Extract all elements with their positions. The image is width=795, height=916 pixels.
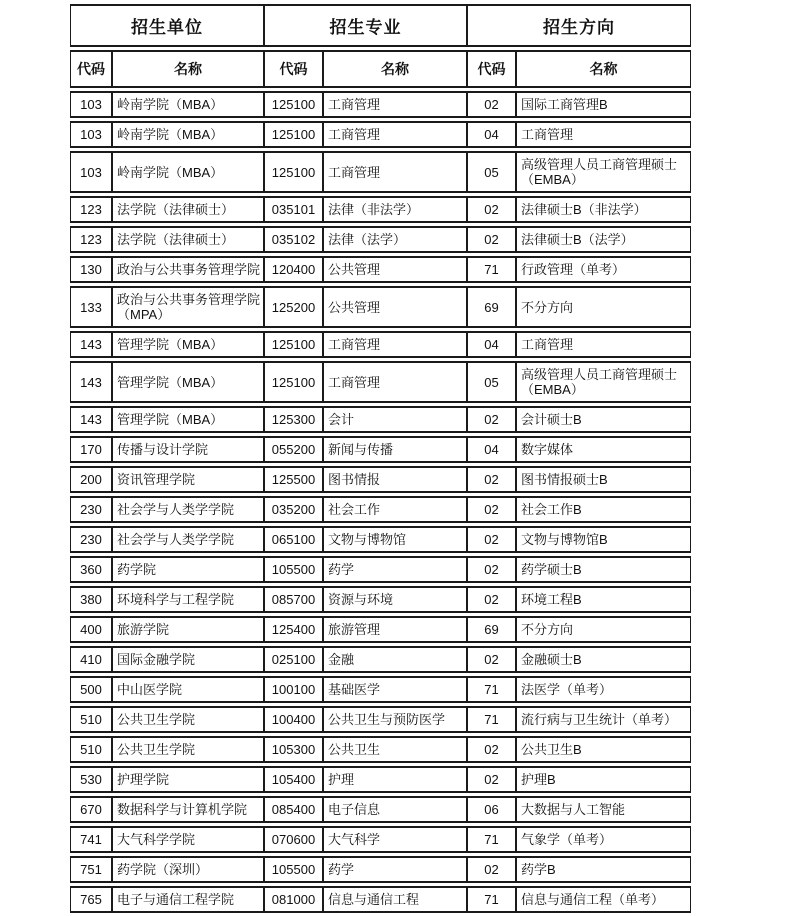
direction-name-cell: 国际工商管理B [516, 91, 691, 118]
direction-code-cell: 71 [467, 706, 516, 733]
unit-code-cell: 400 [70, 616, 112, 643]
direction-name-cell: 护理B [516, 766, 691, 793]
unit-code-cell: 500 [70, 676, 112, 703]
subheader-unit-name: 名称 [112, 50, 264, 88]
major-code-cell: 055200 [264, 436, 323, 463]
major-code-cell: 081000 [264, 886, 323, 913]
direction-name-cell: 行政管理（单考） [516, 256, 691, 283]
unit-name-cell: 公共卫生学院 [112, 706, 264, 733]
subheader-unit-code: 代码 [70, 50, 112, 88]
unit-code-cell: 380 [70, 586, 112, 613]
major-code-cell: 125400 [264, 616, 323, 643]
major-code-cell: 125100 [264, 91, 323, 118]
unit-code-cell: 143 [70, 361, 112, 403]
major-name-cell: 会计 [323, 406, 467, 433]
unit-code-cell: 130 [70, 256, 112, 283]
unit-name-cell: 法学院（法律硕士） [112, 226, 264, 253]
direction-code-cell: 69 [467, 286, 516, 328]
direction-name-cell: 图书情报硕士B [516, 466, 691, 493]
major-name-cell: 图书情报 [323, 466, 467, 493]
table-row [70, 121, 691, 148]
table-row [70, 556, 691, 583]
major-code-cell: 105500 [264, 556, 323, 583]
direction-code-cell: 02 [467, 526, 516, 553]
direction-code-cell: 04 [467, 121, 516, 148]
unit-name-cell: 社会学与人类学学院 [112, 496, 264, 523]
major-name-cell: 基础医学 [323, 676, 467, 703]
direction-name-cell: 气象学（单考） [516, 826, 691, 853]
direction-name-cell: 药学硕士B [516, 556, 691, 583]
direction-name-cell: 流行病与卫生统计（单考） [516, 706, 691, 733]
direction-code-cell: 02 [467, 196, 516, 223]
direction-code-cell: 02 [467, 646, 516, 673]
subheader-major-code: 代码 [264, 50, 323, 88]
major-code-cell: 125100 [264, 121, 323, 148]
major-code-cell: 105300 [264, 736, 323, 763]
major-name-cell: 公共卫生与预防医学 [323, 706, 467, 733]
unit-name-cell: 岭南学院（MBA） [112, 151, 264, 193]
major-name-cell: 公共管理 [323, 256, 467, 283]
direction-name-cell: 数字媒体 [516, 436, 691, 463]
major-code-cell: 035102 [264, 226, 323, 253]
major-code-cell: 100400 [264, 706, 323, 733]
direction-code-cell: 02 [467, 586, 516, 613]
major-code-cell: 105400 [264, 766, 323, 793]
table-row [70, 826, 691, 853]
unit-name-cell: 旅游学院 [112, 616, 264, 643]
table-row [70, 361, 691, 403]
major-code-cell: 085700 [264, 586, 323, 613]
table-row [70, 466, 691, 493]
major-name-cell: 法律（非法学） [323, 196, 467, 223]
direction-name-cell: 金融硕士B [516, 646, 691, 673]
direction-name-cell: 公共卫生B [516, 736, 691, 763]
unit-name-cell: 岭南学院（MBA） [112, 91, 264, 118]
direction-name-cell: 法律硕士B（非法学） [516, 196, 691, 223]
subheader-direction-name: 名称 [516, 50, 691, 88]
major-name-cell: 法律（法学） [323, 226, 467, 253]
unit-code-cell: 230 [70, 526, 112, 553]
unit-name-cell: 政治与公共事务管理学院 [112, 256, 264, 283]
direction-code-cell: 02 [467, 766, 516, 793]
unit-code-cell: 103 [70, 121, 112, 148]
direction-code-cell: 02 [467, 91, 516, 118]
unit-code-cell: 510 [70, 706, 112, 733]
direction-name-cell: 高级管理人员工商管理硕士（EMBA） [516, 151, 691, 193]
major-name-cell: 资源与环境 [323, 586, 467, 613]
unit-name-cell: 数据科学与计算机学院 [112, 796, 264, 823]
table-row [70, 646, 691, 673]
table-row [70, 676, 691, 703]
major-name-cell: 护理 [323, 766, 467, 793]
unit-code-cell: 751 [70, 856, 112, 883]
direction-name-cell: 社会工作B [516, 496, 691, 523]
unit-name-cell: 管理学院（MBA） [112, 361, 264, 403]
unit-code-cell: 200 [70, 466, 112, 493]
table-row [70, 736, 691, 763]
direction-name-cell: 信息与通信工程（单考） [516, 886, 691, 913]
major-code-cell: 035200 [264, 496, 323, 523]
unit-name-cell: 环境科学与工程学院 [112, 586, 264, 613]
direction-code-cell: 02 [467, 406, 516, 433]
direction-code-cell: 02 [467, 856, 516, 883]
direction-code-cell: 05 [467, 151, 516, 193]
direction-code-cell: 02 [467, 496, 516, 523]
table-row [70, 706, 691, 733]
table-row [70, 616, 691, 643]
major-code-cell: 025100 [264, 646, 323, 673]
header-sub-row [70, 50, 691, 88]
unit-name-cell: 电子与通信工程学院 [112, 886, 264, 913]
direction-code-cell: 02 [467, 226, 516, 253]
major-name-cell: 工商管理 [323, 151, 467, 193]
unit-code-cell: 670 [70, 796, 112, 823]
direction-code-cell: 69 [467, 616, 516, 643]
unit-code-cell: 123 [70, 196, 112, 223]
unit-code-cell: 170 [70, 436, 112, 463]
direction-name-cell: 文物与博物馆B [516, 526, 691, 553]
major-name-cell: 新闻与传播 [323, 436, 467, 463]
direction-name-cell: 大数据与人工智能 [516, 796, 691, 823]
direction-name-cell: 工商管理 [516, 121, 691, 148]
table-row [70, 331, 691, 358]
direction-name-cell: 环境工程B [516, 586, 691, 613]
major-code-cell: 125100 [264, 331, 323, 358]
table-row [70, 856, 691, 883]
table-row [70, 151, 691, 193]
direction-code-cell: 05 [467, 361, 516, 403]
unit-code-cell: 510 [70, 736, 112, 763]
subheader-direction-code: 代码 [467, 50, 516, 88]
header-group-row [70, 4, 691, 47]
unit-name-cell: 中山医学院 [112, 676, 264, 703]
major-code-cell: 120400 [264, 256, 323, 283]
direction-name-cell: 高级管理人员工商管理硕士（EMBA） [516, 361, 691, 403]
unit-code-cell: 360 [70, 556, 112, 583]
major-code-cell: 125100 [264, 151, 323, 193]
direction-code-cell: 71 [467, 676, 516, 703]
major-code-cell: 125500 [264, 466, 323, 493]
direction-code-cell: 02 [467, 466, 516, 493]
direction-name-cell: 药学B [516, 856, 691, 883]
major-code-cell: 085400 [264, 796, 323, 823]
direction-code-cell: 02 [467, 556, 516, 583]
table-row [70, 436, 691, 463]
table-header [70, 4, 691, 88]
direction-code-cell: 06 [467, 796, 516, 823]
major-code-cell: 070600 [264, 826, 323, 853]
major-name-cell: 药学 [323, 856, 467, 883]
table-body [70, 91, 691, 913]
unit-code-cell: 143 [70, 406, 112, 433]
unit-name-cell: 管理学院（MBA） [112, 406, 264, 433]
unit-code-cell: 123 [70, 226, 112, 253]
unit-code-cell: 103 [70, 91, 112, 118]
table-row [70, 226, 691, 253]
major-name-cell: 信息与通信工程 [323, 886, 467, 913]
major-code-cell: 125100 [264, 361, 323, 403]
header-admission-direction: 招生方向 [467, 4, 691, 47]
table-row [70, 526, 691, 553]
major-code-cell: 035101 [264, 196, 323, 223]
direction-name-cell: 不分方向 [516, 616, 691, 643]
unit-name-cell: 资讯管理学院 [112, 466, 264, 493]
admissions-table-container [70, 1, 691, 916]
admissions-table [70, 1, 691, 916]
major-code-cell: 105500 [264, 856, 323, 883]
unit-name-cell: 药学院（深圳） [112, 856, 264, 883]
unit-name-cell: 法学院（法律硕士） [112, 196, 264, 223]
direction-code-cell: 04 [467, 331, 516, 358]
direction-code-cell: 71 [467, 826, 516, 853]
unit-name-cell: 政治与公共事务管理学院（MPA） [112, 286, 264, 328]
unit-code-cell: 765 [70, 886, 112, 913]
direction-code-cell: 71 [467, 886, 516, 913]
table-row [70, 91, 691, 118]
unit-code-cell: 410 [70, 646, 112, 673]
direction-code-cell: 04 [467, 436, 516, 463]
unit-code-cell: 530 [70, 766, 112, 793]
direction-code-cell: 02 [467, 736, 516, 763]
unit-code-cell: 230 [70, 496, 112, 523]
direction-name-cell: 不分方向 [516, 286, 691, 328]
major-name-cell: 社会工作 [323, 496, 467, 523]
direction-name-cell: 法律硕士B（法学） [516, 226, 691, 253]
table-row [70, 796, 691, 823]
unit-code-cell: 741 [70, 826, 112, 853]
major-code-cell: 065100 [264, 526, 323, 553]
table-row [70, 496, 691, 523]
direction-name-cell: 工商管理 [516, 331, 691, 358]
direction-name-cell: 法医学（单考） [516, 676, 691, 703]
table-row [70, 406, 691, 433]
unit-name-cell: 管理学院（MBA） [112, 331, 264, 358]
unit-name-cell: 国际金融学院 [112, 646, 264, 673]
major-name-cell: 公共管理 [323, 286, 467, 328]
table-row [70, 286, 691, 328]
major-name-cell: 公共卫生 [323, 736, 467, 763]
table-row [70, 256, 691, 283]
major-name-cell: 旅游管理 [323, 616, 467, 643]
unit-name-cell: 传播与设计学院 [112, 436, 264, 463]
direction-code-cell: 71 [467, 256, 516, 283]
major-name-cell: 工商管理 [323, 91, 467, 118]
subheader-major-name: 名称 [323, 50, 467, 88]
table-row [70, 766, 691, 793]
unit-name-cell: 岭南学院（MBA） [112, 121, 264, 148]
table-row [70, 586, 691, 613]
direction-name-cell: 会计硕士B [516, 406, 691, 433]
unit-name-cell: 社会学与人类学学院 [112, 526, 264, 553]
major-name-cell: 金融 [323, 646, 467, 673]
header-admission-unit: 招生单位 [70, 4, 264, 47]
major-name-cell: 工商管理 [323, 361, 467, 403]
table-row [70, 196, 691, 223]
major-name-cell: 电子信息 [323, 796, 467, 823]
unit-name-cell: 护理学院 [112, 766, 264, 793]
unit-code-cell: 143 [70, 331, 112, 358]
header-admission-major: 招生专业 [264, 4, 467, 47]
major-code-cell: 125300 [264, 406, 323, 433]
unit-code-cell: 103 [70, 151, 112, 193]
major-name-cell: 文物与博物馆 [323, 526, 467, 553]
major-code-cell: 100100 [264, 676, 323, 703]
unit-name-cell: 药学院 [112, 556, 264, 583]
unit-code-cell: 133 [70, 286, 112, 328]
major-name-cell: 药学 [323, 556, 467, 583]
major-name-cell: 工商管理 [323, 121, 467, 148]
major-name-cell: 工商管理 [323, 331, 467, 358]
unit-name-cell: 大气科学学院 [112, 826, 264, 853]
unit-name-cell: 公共卫生学院 [112, 736, 264, 763]
major-name-cell: 大气科学 [323, 826, 467, 853]
major-code-cell: 125200 [264, 286, 323, 328]
